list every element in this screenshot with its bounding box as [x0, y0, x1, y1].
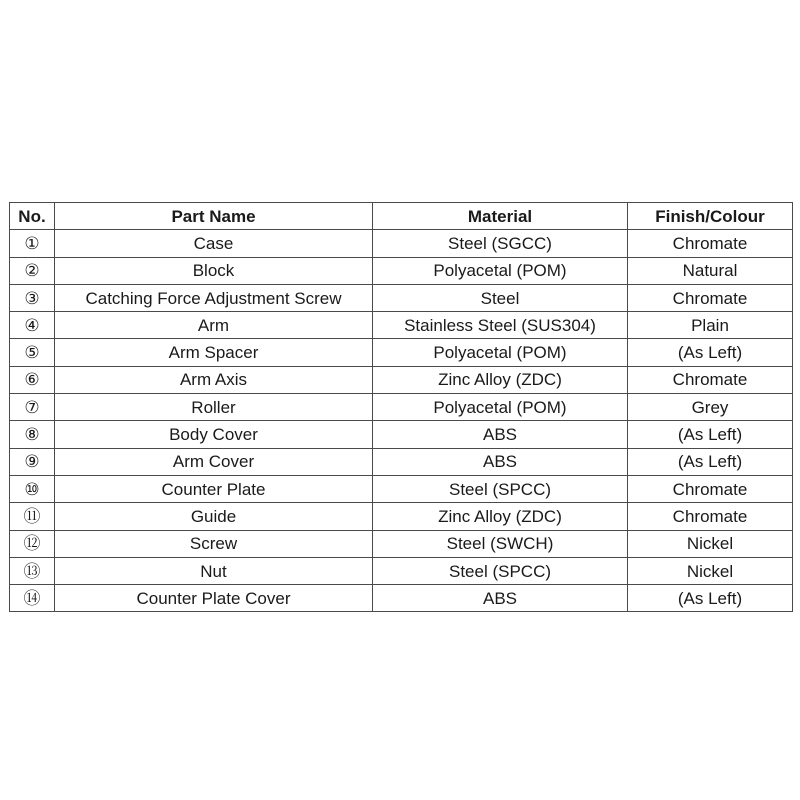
cell-part-name: Block	[55, 257, 373, 284]
cell-no: ⑭	[10, 585, 55, 612]
cell-material: ABS	[373, 585, 628, 612]
cell-finish: (As Left)	[628, 421, 793, 448]
cell-no: ⑥	[10, 366, 55, 393]
table-row	[10, 366, 793, 393]
header-row	[10, 203, 793, 230]
cell-finish: (As Left)	[628, 448, 793, 475]
table-row	[10, 448, 793, 475]
cell-no: ⑫	[10, 530, 55, 557]
cell-finish: Grey	[628, 394, 793, 421]
cell-material: ABS	[373, 448, 628, 475]
cell-material: Steel (SPCC)	[373, 557, 628, 584]
cell-part-name: Nut	[55, 557, 373, 584]
cell-finish: Nickel	[628, 557, 793, 584]
cell-material: Stainless Steel (SUS304)	[373, 312, 628, 339]
cell-material: Zinc Alloy (ZDC)	[373, 503, 628, 530]
cell-part-name: Counter Plate Cover	[55, 585, 373, 612]
cell-part-name: Arm Spacer	[55, 339, 373, 366]
table-row	[10, 312, 793, 339]
cell-no: ⑨	[10, 448, 55, 475]
cell-no: ⑧	[10, 421, 55, 448]
cell-no: ⑩	[10, 475, 55, 502]
parts-table	[9, 202, 793, 612]
cell-part-name: Counter Plate	[55, 475, 373, 502]
cell-no: ④	[10, 312, 55, 339]
table-row	[10, 230, 793, 257]
cell-no: ②	[10, 257, 55, 284]
cell-part-name: Arm Axis	[55, 366, 373, 393]
cell-finish: Chromate	[628, 503, 793, 530]
cell-finish: (As Left)	[628, 339, 793, 366]
table-row	[10, 585, 793, 612]
cell-material: ABS	[373, 421, 628, 448]
cell-material: Steel (SWCH)	[373, 530, 628, 557]
table-row	[10, 257, 793, 284]
cell-part-name: Arm Cover	[55, 448, 373, 475]
table-row	[10, 557, 793, 584]
cell-part-name: Catching Force Adjustment Screw	[55, 284, 373, 311]
cell-material: Steel (SGCC)	[373, 230, 628, 257]
table-row	[10, 284, 793, 311]
cell-part-name: Arm	[55, 312, 373, 339]
cell-finish: Nickel	[628, 530, 793, 557]
cell-material: Polyacetal (POM)	[373, 394, 628, 421]
cell-no: ⑦	[10, 394, 55, 421]
cell-finish: Chromate	[628, 475, 793, 502]
cell-part-name: Roller	[55, 394, 373, 421]
table-row	[10, 530, 793, 557]
table-row	[10, 339, 793, 366]
cell-finish: Chromate	[628, 230, 793, 257]
cell-no: ③	[10, 284, 55, 311]
cell-material: Polyacetal (POM)	[373, 339, 628, 366]
cell-part-name: Body Cover	[55, 421, 373, 448]
cell-no: ⑪	[10, 503, 55, 530]
cell-part-name: Screw	[55, 530, 373, 557]
table-row	[10, 475, 793, 502]
header-part-name: Part Name	[55, 203, 373, 230]
table-row	[10, 421, 793, 448]
cell-part-name: Case	[55, 230, 373, 257]
cell-material: Polyacetal (POM)	[373, 257, 628, 284]
cell-finish: Chromate	[628, 366, 793, 393]
table-row	[10, 394, 793, 421]
cell-no: ⑤	[10, 339, 55, 366]
cell-material: Zinc Alloy (ZDC)	[373, 366, 628, 393]
cell-finish: Natural	[628, 257, 793, 284]
cell-no: ①	[10, 230, 55, 257]
cell-finish: Chromate	[628, 284, 793, 311]
cell-finish: (As Left)	[628, 585, 793, 612]
cell-material: Steel (SPCC)	[373, 475, 628, 502]
cell-finish: Plain	[628, 312, 793, 339]
cell-part-name: Guide	[55, 503, 373, 530]
cell-no: ⑬	[10, 557, 55, 584]
header-material: Material	[373, 203, 628, 230]
header-finish: Finish/Colour	[628, 203, 793, 230]
cell-material: Steel	[373, 284, 628, 311]
header-no: No.	[10, 203, 55, 230]
table-row	[10, 503, 793, 530]
